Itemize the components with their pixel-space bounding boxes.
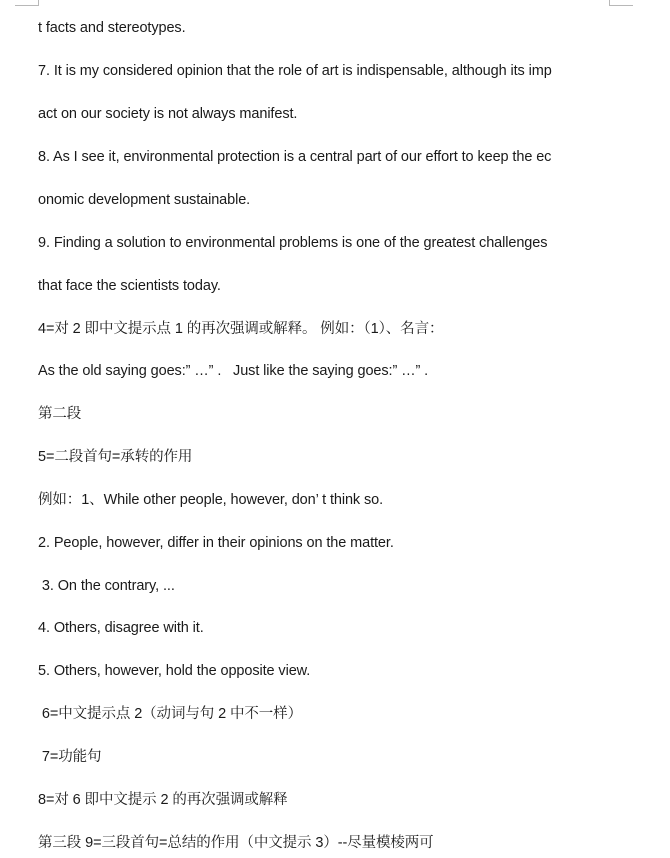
- text-line: act on our society is not always manifest.: [38, 106, 298, 122]
- text-line: 4. Others, disagree with it.: [38, 620, 204, 636]
- page-corner-mark-left: [15, 0, 39, 6]
- text-line: As the old saying goes:” …” . Just like the saying goes:” …” .: [38, 363, 429, 379]
- text-line: 例如：1、While other people, however, don’ t think so.: [38, 492, 384, 508]
- text-line: 6=中文提示点 2（动词与句 2 中不一样）: [38, 706, 302, 722]
- text-line: 4=对 2 即中文提示点 1 的再次强调或解释。 例如：（1）、名言：: [38, 321, 444, 337]
- text-line: onomic development sustainable.: [38, 192, 251, 208]
- section-heading: 第二段: [38, 406, 82, 422]
- text-line: 9. Finding a solution to environmental problems is one of the greatest challenges: [38, 235, 548, 251]
- text-line: 5. Others, however, hold the opposite view.: [38, 663, 311, 679]
- text-line: 3. On the contrary, ...: [38, 578, 175, 594]
- text-line: 第三段 9=三段首句=总结的作用（中文提示 3）--尽量模棱两可: [38, 835, 434, 851]
- text-line: 7. It is my considered opinion that the role of art is indispensable, although its imp: [38, 63, 552, 79]
- text-line: 8=对 6 即中文提示 2 的再次强调或解释: [38, 792, 288, 808]
- text-line: 5=二段首句=承转的作用: [38, 449, 193, 465]
- text-line: t facts and stereotypes.: [38, 20, 186, 36]
- page-corner-mark-right: [609, 0, 633, 6]
- text-line: 8. As I see it, environmental protection is a central part of our effort to keep the ec: [38, 149, 552, 165]
- text-line: 2. People, however, differ in their opinions on the matter.: [38, 535, 394, 551]
- text-line: 7=功能句: [38, 749, 102, 765]
- text-line: that face the scientists today.: [38, 278, 221, 294]
